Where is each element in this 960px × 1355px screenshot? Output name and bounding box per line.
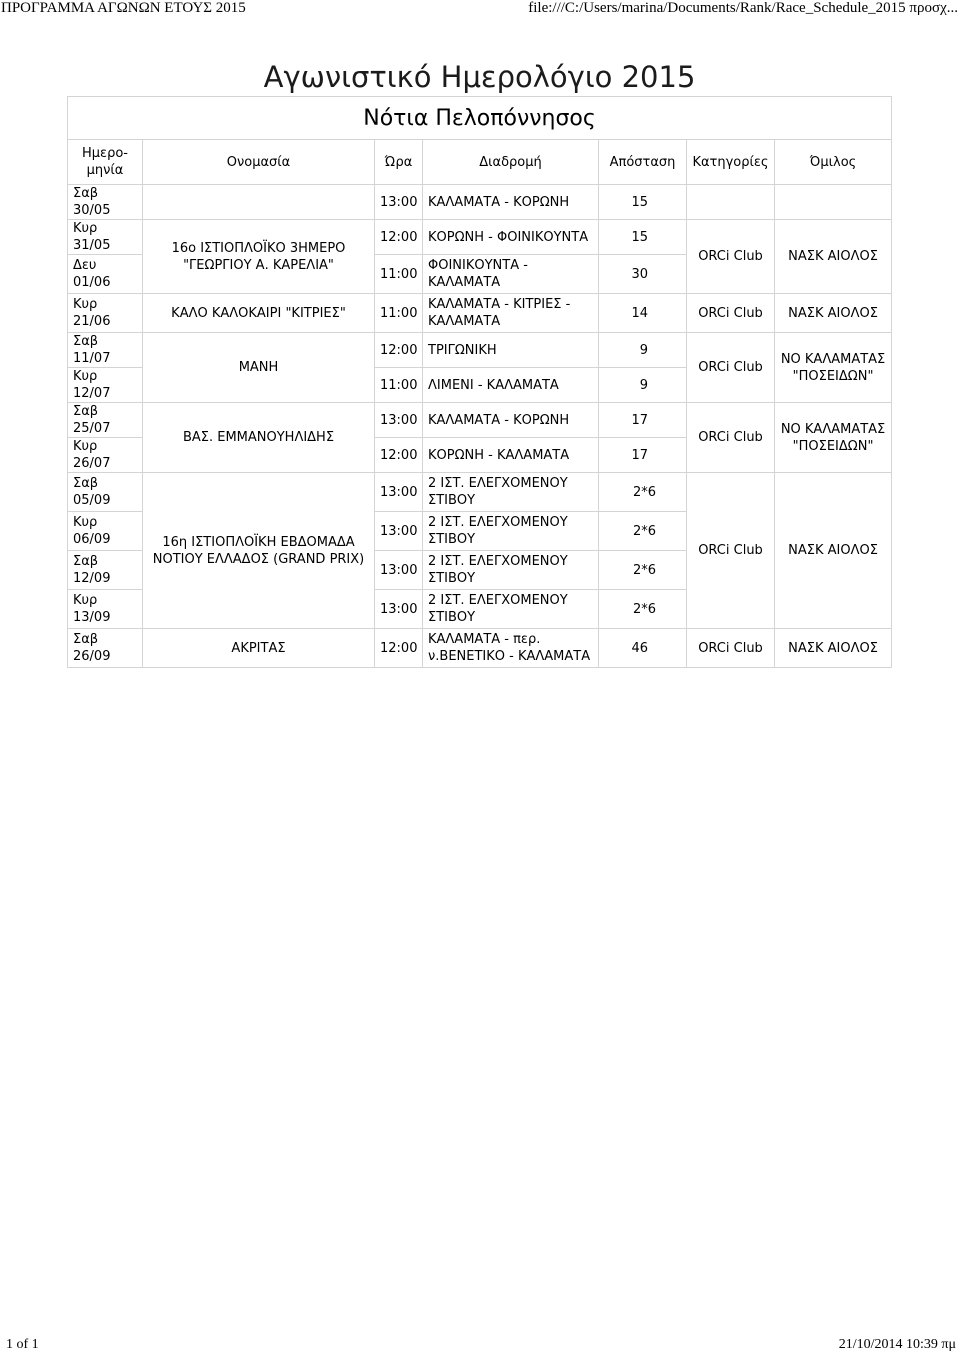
row-time: 13:00 [375, 551, 423, 590]
row-event: 16η ΙΣΤΙΟΠΛΟΪΚΗ ΕΒΔΟΜΑΔΑ ΝΟΤΙΟΥ ΕΛΛΑΔΟΣ (GRAND PRIX) [143, 473, 375, 629]
row-club: ΝΑΣΚ ΑΙΟΛΟΣ [775, 220, 892, 294]
page-number: 1 of 1 [6, 1337, 39, 1352]
row-time: 11:00 [375, 294, 423, 333]
row-time: 13:00 [375, 185, 423, 220]
row-route: ΚΑΛΑΜΑΤΑ - ΚΙΤΡΙΕΣ - ΚΑΛΑΜΑΤΑ [423, 294, 599, 333]
header-distance: Απόσταση [599, 140, 687, 185]
row-time: 12:00 [375, 220, 423, 255]
row-date: Σαβ 30/05 [68, 185, 143, 220]
row-date: Κυρ 31/05 [68, 220, 143, 255]
print-timestamp: 21/10/2014 10:39 πμ [838, 1337, 956, 1352]
table-row [68, 185, 892, 220]
row-club: ΝΑΣΚ ΑΙΟΛΟΣ [775, 629, 892, 668]
row-route: ΤΡΙΓΩΝΙΚΗ [423, 333, 599, 368]
row-time: 11:00 [375, 368, 423, 403]
row-distance: 17 [599, 438, 687, 473]
row-category [687, 185, 775, 220]
row-date: Σαβ 26/09 [68, 629, 143, 668]
row-category: ORCi Club [687, 333, 775, 403]
row-time: 12:00 [375, 629, 423, 668]
print-header [0, 0, 960, 18]
row-date: Σαβ 05/09 [68, 473, 143, 512]
row-club: ΝΟ ΚΑΛΑΜΑΤΑΣ "ΠΟΣΕΙΔΩΝ" [775, 403, 892, 473]
header-name: Ονομασία [143, 140, 375, 185]
header-categories: Κατηγορίες [687, 140, 775, 185]
table-row [68, 473, 892, 512]
race-schedule-table [67, 58, 892, 668]
row-route: 2 ΙΣΤ. ΕΛΕΓΧΟΜΕΝΟΥ ΣΤΙΒΟΥ [423, 512, 599, 551]
row-route: 2 ΙΣΤ. ΕΛΕΓΧΟΜΕΝΟΥ ΣΤΙΒΟΥ [423, 590, 599, 629]
row-club: ΝΑΣΚ ΑΙΟΛΟΣ [775, 294, 892, 333]
table-row [68, 220, 892, 255]
row-time: 13:00 [375, 473, 423, 512]
row-distance: 2*6 [599, 512, 687, 551]
row-route: ΚΑΛΑΜΑΤΑ - περ. ν.ΒΕΝΕΤΙΚΟ - ΚΑΛΑΜΑΤΑ [423, 629, 599, 668]
row-route: ΚΟΡΩΝΗ - ΚΑΛΑΜΑΤΑ [423, 438, 599, 473]
row-distance: 15 [599, 185, 687, 220]
row-time: 13:00 [375, 590, 423, 629]
print-header-url: file:///C:/Users/marina/Documents/Rank/Race_Schedule_2015 προσχ... [528, 0, 958, 16]
header-row [68, 140, 892, 185]
row-category: ORCi Club [687, 220, 775, 294]
row-route: 2 ΙΣΤ. ΕΛΕΓΧΟΜΕΝΟΥ ΣΤΙΒΟΥ [423, 473, 599, 512]
row-distance: 2*6 [599, 590, 687, 629]
row-route: ΦΟΙΝΙΚΟΥΝΤΑ - ΚΑΛΑΜΑΤΑ [423, 255, 599, 294]
row-distance: 14 [599, 294, 687, 333]
row-category: ORCi Club [687, 403, 775, 473]
row-date: Κυρ 12/07 [68, 368, 143, 403]
row-club: ΝΟ ΚΑΛΑΜΑΤΑΣ "ΠΟΣΕΙΔΩΝ" [775, 333, 892, 403]
row-time: 12:00 [375, 438, 423, 473]
row-distance: 2*6 [599, 551, 687, 590]
row-distance: 9 [599, 333, 687, 368]
row-event: ΒΑΣ. ΕΜΜΑΝΟΥΗΛΙΔΗΣ [143, 403, 375, 473]
row-route: ΚΟΡΩΝΗ - ΦΟΙΝΙΚΟΥΝΤΑ [423, 220, 599, 255]
row-date: Κυρ 06/09 [68, 512, 143, 551]
row-event: ΚΑΛΟ ΚΑΛΟΚΑΙΡΙ "ΚΙΤΡΙΕΣ" [143, 294, 375, 333]
row-distance: 15 [599, 220, 687, 255]
row-date: Κυρ 13/09 [68, 590, 143, 629]
table-row [68, 333, 892, 368]
row-distance: 2*6 [599, 473, 687, 512]
row-event [143, 185, 375, 220]
print-footer [0, 1335, 960, 1355]
row-distance: 46 [599, 629, 687, 668]
row-date: Δευ 01/06 [68, 255, 143, 294]
row-event: 16ο ΙΣΤΙΟΠΛΟΪΚΟ 3ΗΜΕΡΟ "ΓΕΩΡΓΙΟΥ Α. ΚΑΡΕΛΙΑ" [143, 220, 375, 294]
table-row [68, 294, 892, 333]
header-time: Ώρα [375, 140, 423, 185]
row-time: 13:00 [375, 512, 423, 551]
row-date: Σαβ 11/07 [68, 333, 143, 368]
row-club [775, 185, 892, 220]
row-distance: 30 [599, 255, 687, 294]
schedule-title: Αγωνιστικό Ημερολόγιο 2015 [263, 59, 696, 94]
row-category: ORCi Club [687, 473, 775, 629]
row-category: ORCi Club [687, 629, 775, 668]
header-route: Διαδρομή [423, 140, 599, 185]
schedule-region: Νότια Πελοπόννησος [68, 97, 892, 140]
row-date: Σαβ 12/09 [68, 551, 143, 590]
row-route: ΚΑΛΑΜΑΤΑ - ΚΟΡΩΝΗ [423, 403, 599, 438]
row-time: 12:00 [375, 333, 423, 368]
row-date: Κυρ 21/06 [68, 294, 143, 333]
header-club: Όμιλος [775, 140, 892, 185]
row-date: Σαβ 25/07 [68, 403, 143, 438]
row-date: Κυρ 26/07 [68, 438, 143, 473]
row-club: ΝΑΣΚ ΑΙΟΛΟΣ [775, 473, 892, 629]
row-route: ΛΙΜΕΝΙ - ΚΑΛΑΜΑΤΑ [423, 368, 599, 403]
table-row [68, 629, 892, 668]
row-distance: 9 [599, 368, 687, 403]
row-distance: 17 [599, 403, 687, 438]
row-event: ΜΑΝΗ [143, 333, 375, 403]
row-time: 13:00 [375, 403, 423, 438]
row-category: ORCi Club [687, 294, 775, 333]
row-route: 2 ΙΣΤ. ΕΛΕΓΧΟΜΕΝΟΥ ΣΤΙΒΟΥ [423, 551, 599, 590]
table-row [68, 403, 892, 438]
header-date: Ημερο- μηνία [68, 140, 143, 185]
row-event: ΑΚΡΙΤΑΣ [143, 629, 375, 668]
row-route: ΚΑΛΑΜΑΤΑ - ΚΟΡΩΝΗ [423, 185, 599, 220]
row-time: 11:00 [375, 255, 423, 294]
print-header-title: ΠΡΟΓΡΑΜΜΑ ΑΓΩΝΩΝ ΕΤΟΥΣ 2015 [1, 0, 246, 16]
